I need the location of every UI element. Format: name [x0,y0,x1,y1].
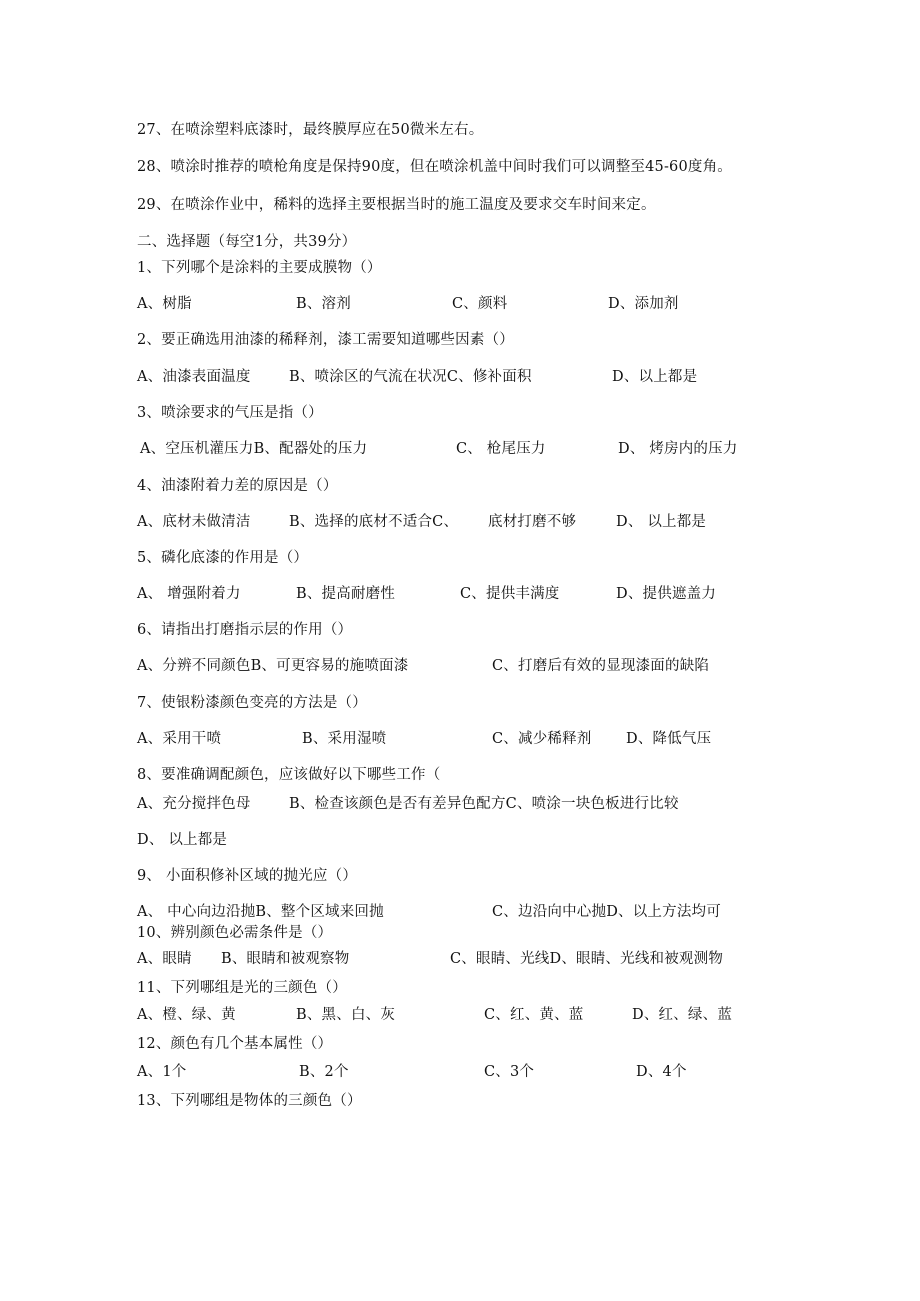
option-a-b: A、分辨不同颜色B、可更容易的施喷面漆 [137,658,409,674]
option-c: C、打磨后有效的显现漆面的缺陷 [492,658,710,674]
tf-item-28: 28、喷涂时推荐的喷枪角度是保持90度，但在喷涂机盖中间时我们可以调整至45-60度角。 [137,159,732,175]
option-c: C、 枪尾压力 [456,441,546,457]
option-c-d: C、眼睛、光线D、眼睛、光线和被观测物 [450,951,724,967]
question-stem: 11、下列哪组是光的三颜色（） [137,980,347,996]
option-c-text: 底材打磨不够 [488,514,577,530]
question-stem: 3、喷涂要求的气压是指（） [137,405,323,421]
question-stem: 5、磷化底漆的作用是（） [137,550,309,566]
option-d: D、 以上都是 [137,832,228,848]
question-stem: 4、油漆附着力差的原因是（） [137,478,338,494]
option-a: A、橙、绿、黄 [137,1007,236,1023]
tf-item-27: 27、在喷涂塑料底漆时，最终膜厚应在50微米左右。 [137,122,484,138]
option-b: B、黑、白、灰 [296,1007,396,1023]
option-b-c: B、检查该颜色是否有差异色配方C、喷涂一块色板进行比较 [289,796,679,812]
option-b: B、2个 [299,1064,349,1080]
question-stem: 9、 小面积修补区域的抛光应（） [137,868,358,884]
option-c: C、提供丰满度 [460,586,560,602]
option-b-c: B、喷涂区的气流在状况C、修补面积 [289,369,532,385]
question-stem: 12、颜色有几个基本属性（） [137,1036,333,1052]
option-a: A、采用干喷 [137,731,222,747]
option-a: A、树脂 [137,296,192,312]
option-a-b: A、空压机灌压力B、配器处的压力 [140,441,368,457]
option-b: B、提高耐磨性 [296,586,396,602]
question-stem: 1、下列哪个是涂料的主要成膜物（） [137,260,382,276]
option-d: D、以上都是 [612,369,698,385]
option-d: D、4个 [636,1064,687,1080]
option-d: D、 烤房内的压力 [618,441,738,457]
option-c: C、红、黄、蓝 [484,1007,584,1023]
option-a: A、眼睛 [137,951,192,967]
option-a: A、 增强附着力 [137,586,241,602]
question-stem: 2、要正确选用油漆的稀释剂，漆工需要知道哪些因素（） [137,332,514,348]
option-b-c: B、选择的底材不适合C、 [289,514,459,530]
option-a: A、充分搅拌色母 [137,796,251,812]
option-d: D、添加剂 [608,296,679,312]
question-stem: 10、辨别颜色必需条件是（） [137,925,333,941]
option-b: B、眼睛和被观察物 [221,951,350,967]
option-d: D、红、绿、蓝 [632,1007,733,1023]
option-d: D、降低气压 [626,731,712,747]
option-c-d: C、边沿向中心抛D、以上方法均可 [492,904,721,920]
option-b: B、溶剂 [296,296,351,312]
option-d: D、 以上都是 [616,514,707,530]
section-title: 二、选择题（每空1分，共39分） [137,234,357,250]
question-stem: 13、下列哪组是物体的三颜色（） [137,1093,362,1109]
option-b: B、采用湿喷 [302,731,387,747]
question-stem: 6、请指出打磨指示层的作用（） [137,622,353,638]
option-a-b: A、 中心向边沿抛B、整个区域来回抛 [137,904,384,920]
option-a: A、油漆表面温度 [137,369,251,385]
tf-item-29: 29、在喷涂作业中，稀料的选择主要根据当时的施工温度及要求交车时间来定。 [137,197,656,213]
option-a: A、1个 [137,1064,187,1080]
option-c: C、3个 [484,1064,535,1080]
option-d: D、提供遮盖力 [616,586,717,602]
option-c: C、颜料 [452,296,508,312]
option-a: A、底材未做清洁 [137,514,251,530]
question-stem: 7、使银粉漆颜色变亮的方法是（） [137,695,367,711]
question-stem: 8、要准确调配颜色，应该做好以下哪些工作（ [137,767,441,783]
option-c: C、减少稀释剂 [492,731,592,747]
